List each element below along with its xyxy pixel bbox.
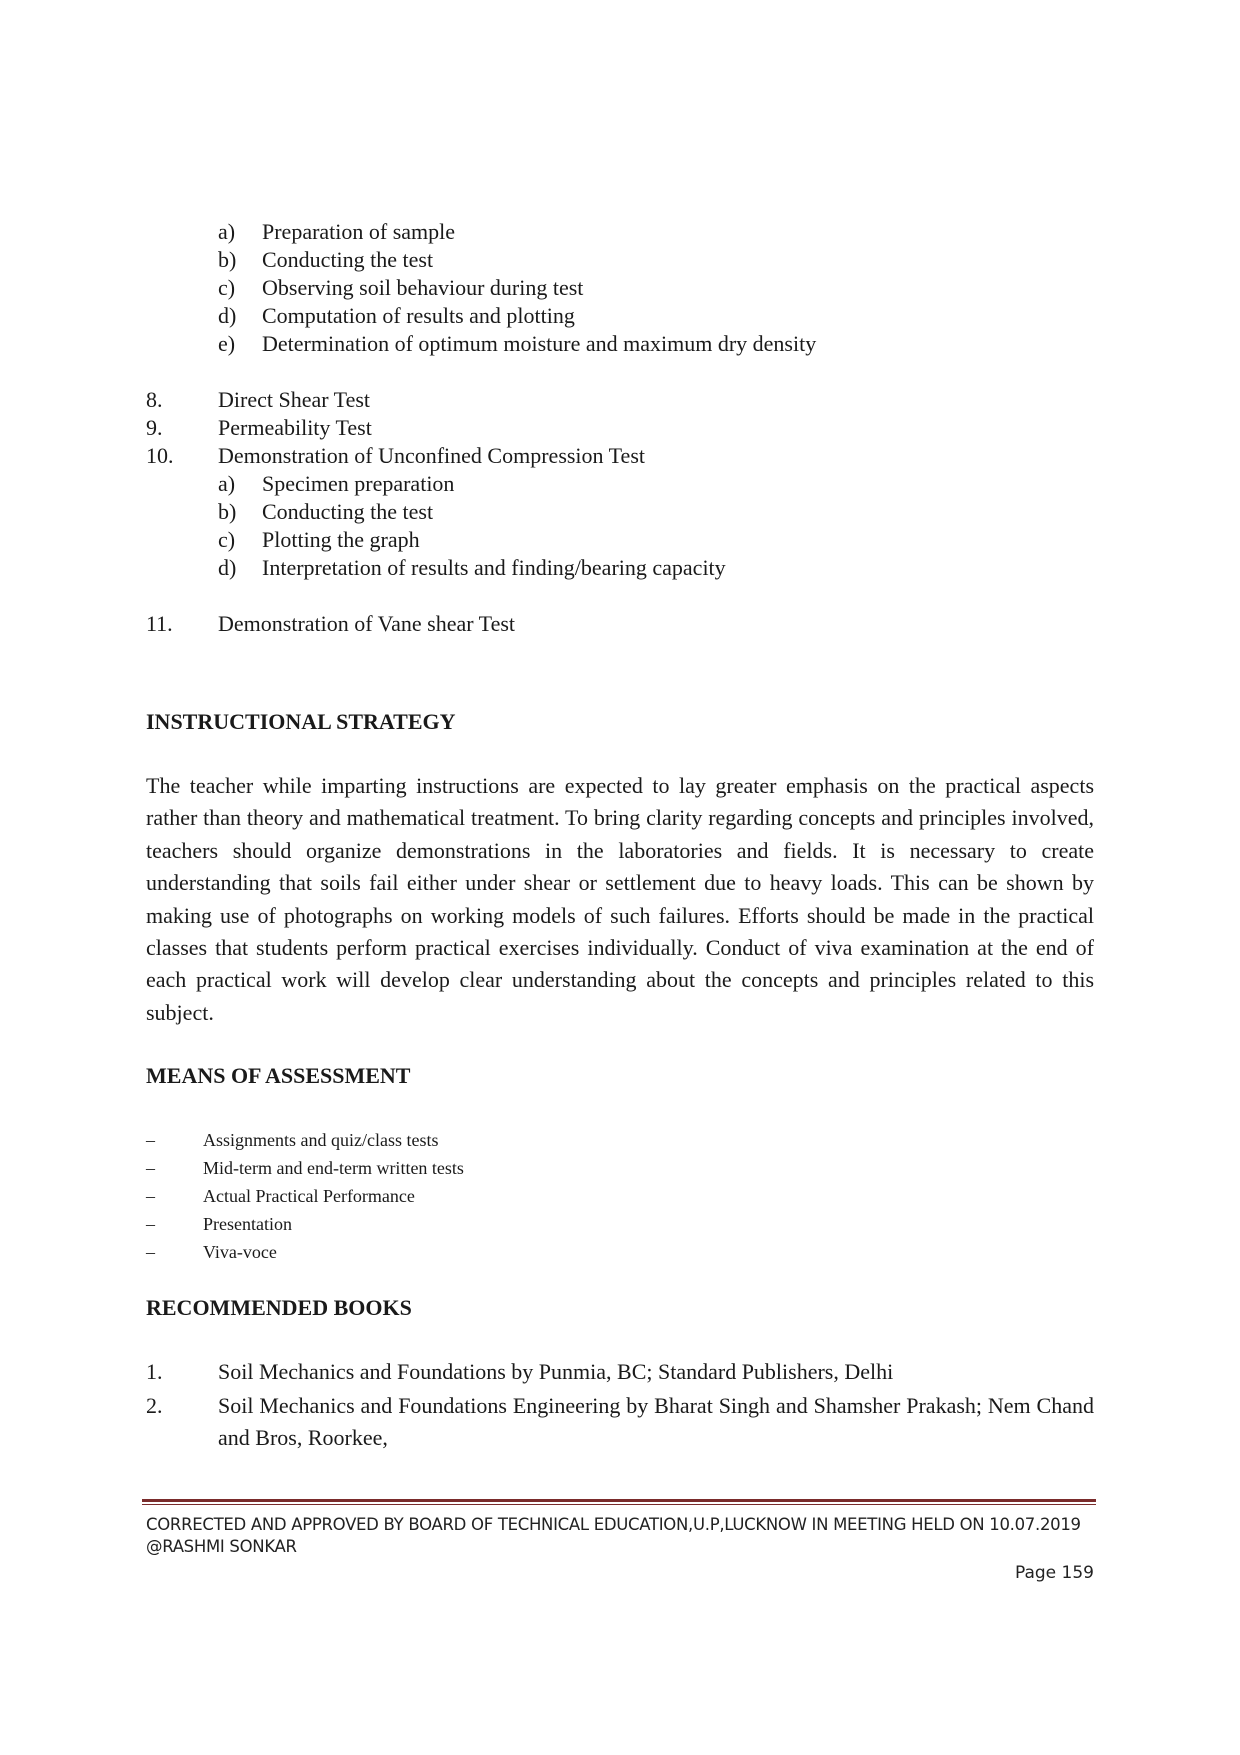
list-item-text: Computation of results and plotting [262,303,575,328]
footer-approval-note: CORRECTED AND APPROVED BY BOARD OF TECHNICAL EDUCATION,U.P,LUCKNOW IN MEETING HELD ON 10.07.2019 @RASHMI SONKAR [146,1515,1081,1556]
footer-rule-thin [142,1504,1096,1505]
item-text: Demonstration of Vane shear Test [218,611,516,636]
list-item-text: Interpretation of results and finding/bearing capacity [262,555,726,580]
list-item-text: Presentation [203,1214,292,1234]
list-item-label: a) [218,219,236,244]
book-item [146,1390,1094,1454]
list-item-label: b) [218,247,237,272]
list-item-text: Conducting the test [262,247,434,272]
dash-bullet: – [146,1186,155,1206]
list-item-text: Viva-voce [203,1242,277,1262]
item-number: 11. [146,611,173,636]
item-number: 9. [146,415,163,440]
list-item-text: Mid-term and end-term written tests [203,1158,464,1178]
dash-bullet: – [146,1214,155,1234]
section-heading: RECOMMENDED BOOKS [146,1295,412,1320]
list-item-text: Preparation of sample [262,219,456,244]
list-item-label: e) [218,331,236,356]
book-text: Soil Mechanics and Foundations Engineering by Bharat Singh and Shamsher Prakash; Nem Chand and Bros, Roorkee, [218,1393,1094,1450]
list-item-text: Determination of optimum moisture and maximum dry density [262,331,817,356]
dash-bullet: – [146,1158,155,1178]
list-item-text: Observing soil behaviour during test [262,275,584,300]
item-number: 8. [146,387,163,412]
list-item-text: Specimen preparation [262,471,455,496]
page-number: Page 159 [1014,1563,1094,1583]
list-item-text: Plotting the graph [262,527,420,552]
item-text: Direct Shear Test [218,387,371,412]
strategy-paragraph: The teacher while imparting instructions are expected to lay greater emphasis on the practical aspects rather than theory and mathematical treatment. To bring clarity regarding concepts and principles involved, teachers should organize demonstrations in the laboratories and fields. It is necessary to create understanding that soils fail either under shear or settlement due to heavy loads. This can be shown by making use of photographs on working models of such failures. Efforts should be made in the practical classes that students perform practical exercises individually. Conduct of viva examination at the end of each practical work will develop clear understanding about the concepts and principles related to this subject. [146,773,1094,1025]
footer-rule [142,1499,1096,1502]
list-item-text: Assignments and quiz/class tests [203,1130,439,1150]
item-number: 1. [146,1359,163,1384]
item-text: Permeability Test [218,415,372,440]
list-item-label: c) [218,275,236,300]
item-text: Demonstration of Unconfined Compression Test [218,443,645,468]
section-heading: INSTRUCTIONAL STRATEGY [146,709,456,734]
book-text: Soil Mechanics and Foundations by Punmia, BC; Standard Publishers, Delhi [218,1359,894,1384]
list-item-text: Conducting the test [262,499,434,524]
item-number: 10. [146,443,174,468]
dash-bullet: – [146,1242,155,1262]
section-heading: MEANS OF ASSESSMENT [146,1063,411,1088]
list-item-label: d) [218,555,237,580]
book-item [146,1356,1094,1388]
item-number: 2. [146,1393,163,1418]
list-item-label: d) [218,303,237,328]
list-item-text: Actual Practical Performance [203,1186,415,1206]
list-item-label: b) [218,499,237,524]
list-item-label: a) [218,471,236,496]
dash-bullet: – [146,1130,155,1150]
list-item-label: c) [218,527,236,552]
